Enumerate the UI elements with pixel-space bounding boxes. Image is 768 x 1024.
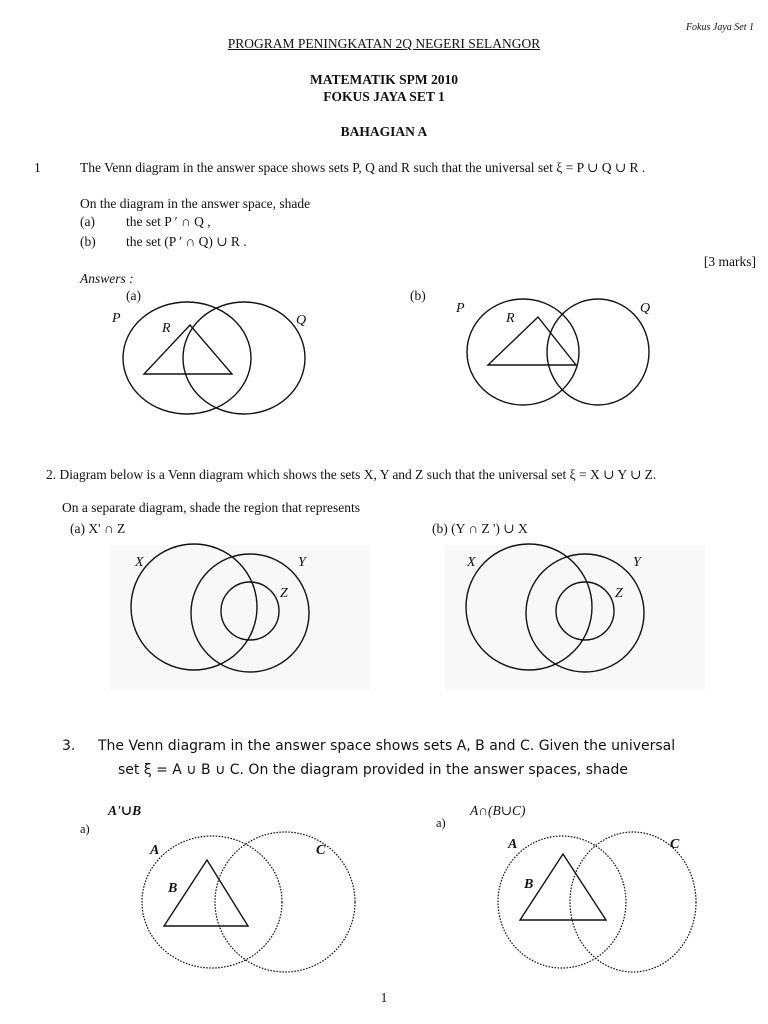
q3-venn-a [130,830,370,980]
set-a-circle [142,836,282,968]
q2-part-a: (a) X' ∩ Z [70,521,126,536]
label-y: Y [633,555,641,570]
label-c: C [316,843,326,858]
set-p-circle [123,302,251,414]
q1-number: 1 [34,160,41,175]
q1-stem: The Venn diagram in the answer space shows sets P, Q and R such that the universal set ξ = P ∪ Q ∪ R . [80,160,646,175]
q1-part-a-text: the set P ′ ∩ Q , [126,214,211,229]
label-r: R [506,311,515,326]
q2-venn-b [445,545,715,695]
label-y: Y [298,555,306,570]
diagram-background [110,545,370,690]
program-title: PROGRAM PENINGKATAN 2Q NEGERI SELANGOR [227,36,541,51]
subject-title: MATEMATIK SPM 2010 [310,72,458,87]
label-q: Q [296,313,307,328]
q3-part-b-expr: A∩(B∪C) [470,803,526,818]
label-a: A [150,843,160,858]
set-r-triangle [488,317,576,365]
page-number: 1 [380,990,388,1005]
q2-instruction: On a separate diagram, shade the region that represents [62,500,361,515]
label-q: Q [640,301,651,316]
q1-diagram-a-label: (a) [126,288,141,303]
q1-venn-a [100,300,320,425]
corner-title: Fokus Jaya Set 1 [685,22,754,33]
q1-marks: [3 marks] [703,254,756,269]
q3-part-a-expr: A'∪B [108,803,142,818]
label-c: C [670,837,680,852]
section-title: BAHAGIAN A [340,124,428,139]
q1-part-b-label: (b) [80,234,96,249]
q3-part-b-label: a) [436,816,446,830]
q2-venn-a [110,545,380,695]
q2-stem: 2. Diagram below is a Venn diagram which shows the sets X, Y and Z such that the universal set ξ = X ∪ Y ∪ Z. [46,467,657,482]
q1-part-a-label: (a) [80,214,95,229]
q3-number: 3. [62,738,76,754]
set-q-circle [183,302,305,414]
q3-part-a-label: a) [80,822,90,836]
q3-line1: The Venn diagram in the answer space shows sets A, B and C. Given the universal [98,738,676,754]
q1-diagram-b-label: (b) [410,288,426,303]
label-b: B [168,881,178,896]
set-r-triangle [144,325,232,374]
set-c-circle [570,832,696,972]
label-z: Z [615,586,623,601]
q2-part-b: (b) (Y ∩ Z ') ∪ X [432,521,528,536]
label-x: X [135,555,144,570]
label-z: Z [280,586,288,601]
label-p: P [112,311,121,326]
q1-part-b-text: the set (P ′ ∩ Q) ∪ R . [126,234,247,249]
q1-instruction: On the diagram in the answer space, shade [80,196,311,211]
q1-venn-b [440,290,670,410]
set-title: FOKUS JAYA SET 1 [323,89,445,104]
q1-answers-label: Answers : [80,271,134,286]
q3-venn-b [490,830,730,980]
label-r: R [162,321,171,336]
label-b: B [524,877,534,892]
set-c-circle [215,832,355,972]
label-x: X [467,555,476,570]
diagram-background [445,545,705,690]
set-q-circle [547,299,649,405]
label-p: P [456,301,465,316]
q3-line2: set ξ = A ∪ B ∪ C. On the diagram provided in the answer spaces, shade [118,762,628,778]
label-a: A [508,837,518,852]
